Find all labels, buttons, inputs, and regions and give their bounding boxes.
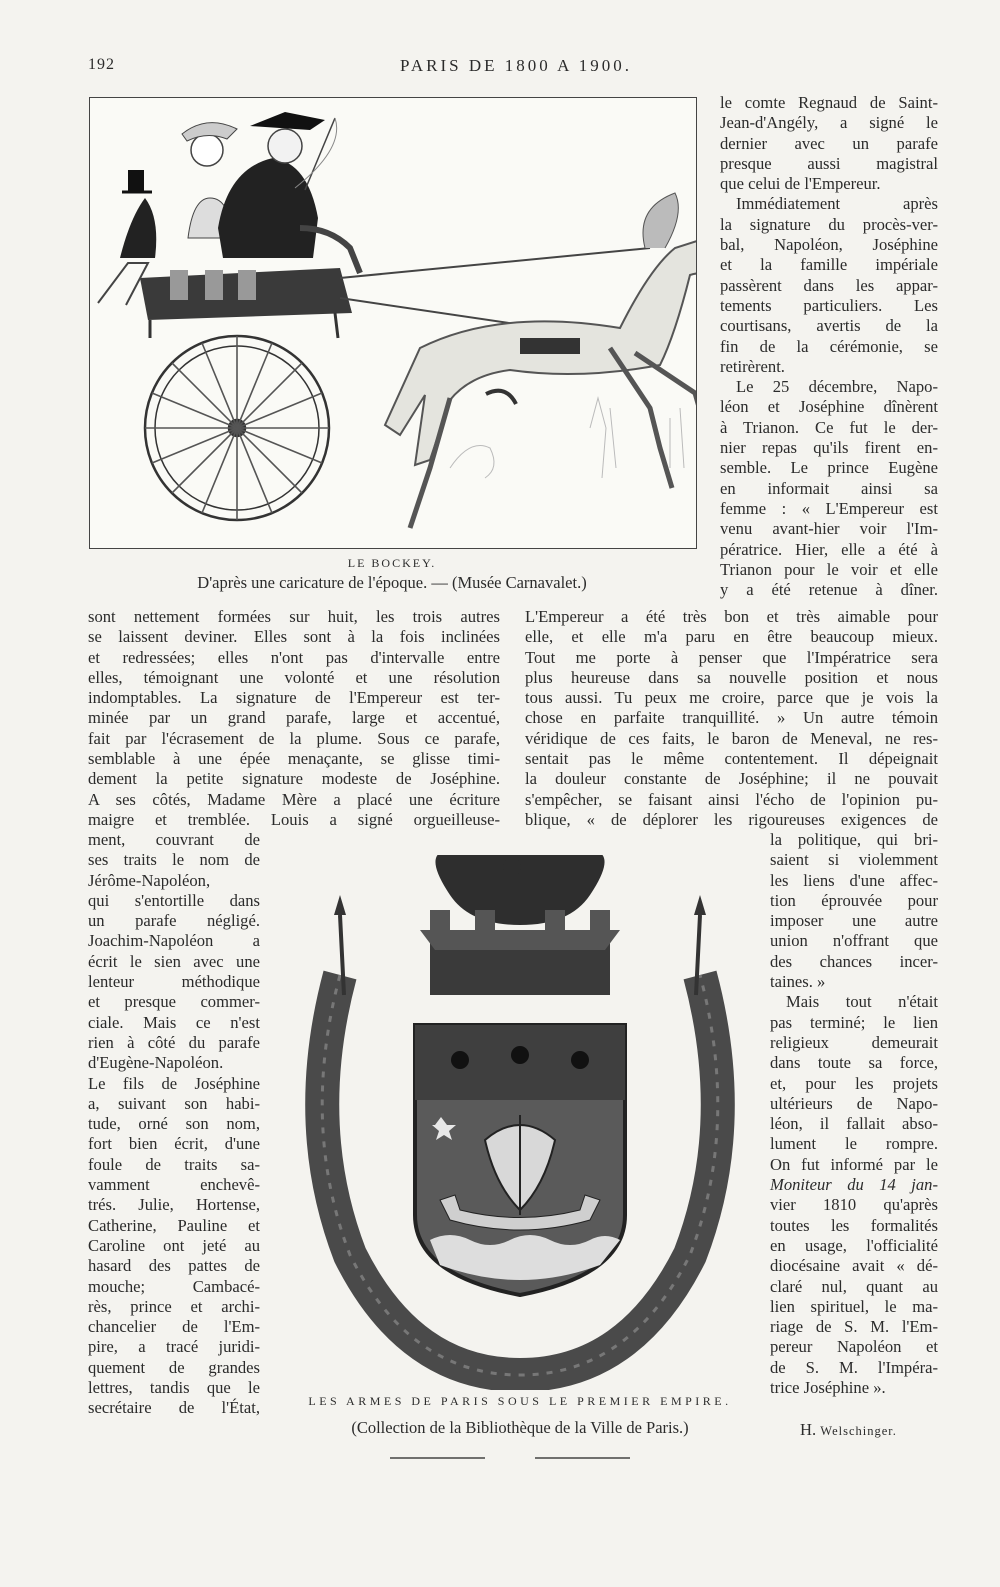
figure2-caption-title: LES ARMES DE PARIS SOUS LE PREMIER EMPIRE. (308, 1394, 732, 1408)
author-name: Welschinger. (820, 1424, 897, 1438)
author-initial: H. (800, 1420, 817, 1439)
right-narrow-column-text: la politique, qui bri- saient si violemment les liens d'une affec- tion éprouvée pour imposer une autre union n'offrant que des chances incer- taines. » Mais tout n'était pas terminé; le lien religieux demeurait dans toute sa force, et, pour les projets ultérieurs de Napo- léon, il fallait abso- lument le rompre. On fut informé par le Moniteur du 14 jan- vier 1810 qu'après toutes les formalités en usage, l'officialité diocésaine avait « dé- claré nul, quant au lien spirituel, le ma- riage de S. M. l'Em- pereur Napoléon et de S. M. l'Impéra- trice Joséphine ». (770, 830, 938, 1398)
right-top-column: le comte Regnaud de Saint- Jean-d'Angély, a signé le dernier avec un parafe presque aussi magistral que celui de l'Empereur. Immédiatement après la signature du procès-ver- bal, Napoléon, Joséphine et la famille impériale passèrent dans les appar- tements particuliers. Les courtisans, avertis de la fin de la cérémonie, se retirèrent. Le 25 décembre, Napo- léon et Joséphine dînèrent à Trianon. Ce fut le der- nier repas qu'ils firent en- semble. Le prince Eugène en informait ainsi sa femme : « L'Empereur est venu avant-hier voir l'Im- pératrice. Hier, elle a été à Trianon pour le voir et elle y a été retenue à dîner. (720, 93, 938, 600)
author-signature (800, 1420, 897, 1440)
figure1-caption-title: LE BOCKEY. (347, 556, 437, 570)
paris-coat-of-arms-illustration (300, 855, 740, 1390)
caricature-illustration (89, 97, 697, 549)
figure1-caption-source: D'après une caricature de l'époque. — (Musée Carnavalet.) (197, 573, 587, 592)
running-title: PARIS DE 1800 A 1900. (400, 56, 632, 75)
page-number: 192 (88, 56, 115, 73)
decorative-tailpiece (390, 1450, 630, 1466)
left-narrow-column-text: ment, couvrant de ses traits le nom de Jérôme-Napoléon, qui s'entortille dans un parafe négligé. Joachim-Napoléon a écrit le sien avec une lenteur méthodique et presque commer- ciale. Mais ce n'est rien à côté du parafe d'Eugène-Napoléon. Le fils de Joséphine a, suivant son habi- tude, orné son nom, fort bien écrit, d'une foule de traits sa- vamment enchevê- trés. Julie, Hortense, Catherine, Pauline et Caroline ont jeté au hasard des pattes de mouche; Cambacé- rès, prince et archi- chancelier de l'Em- pire, a tracé juridi- quement de grandes lettres, tandis que le secrétaire de l'État, (88, 830, 260, 1418)
figure2-caption-source: (Collection de la Bibliothèque de la Ville de Paris.) (351, 1418, 689, 1437)
left-column-text: sont nettement formées sur huit, les trois autres se laissent deviner. Elles sont à la fois inclinées et redressées; elles n'ont pas d'intervalle entre elles, témoignant une volonté et une résolution indomptables. La signature de l'Empereur est ter- minée par un grand parafe, large et accentué, fait par l'écrasement de la plume. Sous ce parafe, semblable à une épée menaçante, se glisse timi- dement la petite signature modeste de Joséphine. A ses côtés, Madame Mère a placé une écriture maigre et tremblée. Louis a signé orgueilleuse- (88, 607, 500, 829)
right-column-text: L'Empereur a été très bon et très aimable pour elle, et elle m'a paru en être beaucoup mieux. Tout me porte à penser que l'Impératrice sera plus heureuse dans sa nouvelle position et nous tous aussi. Tu peux me croire, parce que je vois la chose en parfaite tranquillité. » Un autre témoin véridique de ces faits, le baron de Meneval, ne res- sentait pas le même contentement. Il dépeignait la douleur constante de Joséphine; il ne pouvait s'empêcher, se faisant ainsi l'écho de l'opinion pu- blique, « de déplorer les rigoureuses exigences de (525, 607, 938, 829)
